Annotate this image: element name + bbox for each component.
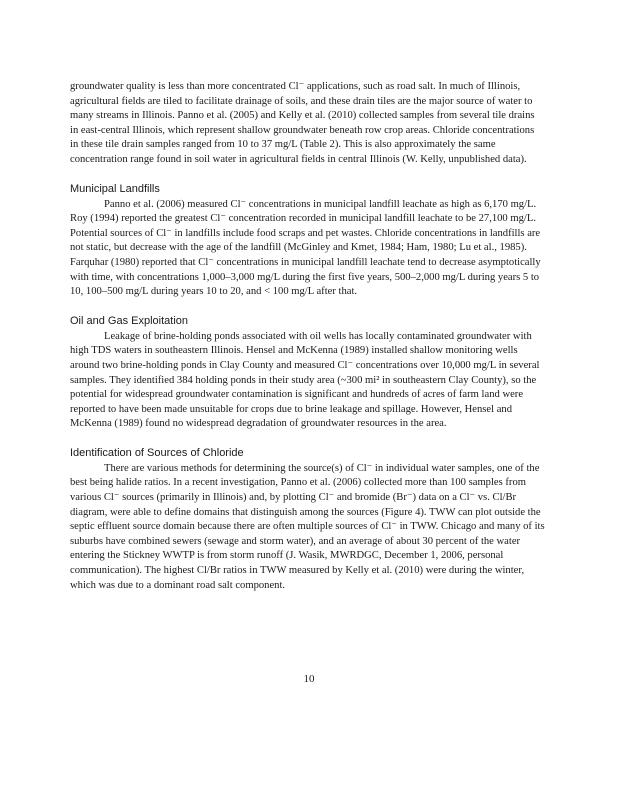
document-page (70, 80, 545, 593)
paragraph-chloride-sources: There are various methods for determining the source(s) of Cl⁻ in individual water samples, one of the best being halide ratios. In a recent investigation, Panno et al. (2006) collected more than 100 samples from various Cl⁻ sources (primarily in Illinois) and, by plotting Cl⁻ and bromide (Br⁻) data on a Cl⁻ vs. Cl/Br diagram, were able to define domains that distinguish among the sources (Figure 4). TWW can plot outside the septic effluent source domain because there are often multiple sources of Cl⁻ in TWW. Chicago and many of its suburbs have combined sewers (sewage and storm water), and an average of about 30 percent of the water entering the Stickney WWTP is from storm runoff (J. Wasik, MWRDGC, December 1, 2006, personal communication). The highest Cl/Br ratios in TWW measured by Kelly et al. (2010) were during the winter, which was due to a dominant road salt component. (70, 462, 545, 591)
paragraph-oil-gas: Leakage of brine-holding ponds associated with oil wells has locally contaminated groundwater with high TDS waters in southeastern Illinois. Hensel and McKenna (1989) installed shallow monitoring wells around two brine-holding ponds in Clay County and measured Cl⁻ concentrations over 10,000 mg/L in several samples. They identified 384 holding ponds in their study area (~300 mi² in southeastern Clay County), so the potential for widespread groundwater contamination is significant and hundreds of acres of farm land were reported to have been made unsuitable for crops due to brine leakage and spillage. However, Hensel and McKenna (1989) found no widespread degradation of groundwater resources in the area. (70, 330, 540, 430)
section-heading-chloride-sources: Identification of Sources of Chloride (70, 446, 244, 459)
page-number: 10 (303, 673, 315, 685)
intro-paragraph: groundwater quality is less than more concentrated Cl⁻ applications, such as road salt. In much of Illinois, agricultural fields are tiled to facilitate drainage of soils, and these drain tiles are the major source of water to many streams in Illinois. Panno et al. (2005) and Kelly et al. (2010) collected samples from several tile drains in east-central Illinois, which represent shallow groundwater beneath row crop areas. Chloride concentrations in these tile drain samples ranged from 10 to 37 mg/L (Table 2). This is also approximately the same concentration range found in soil water in agricultural fields in central Illinois (W. Kelly, unpublished data). (70, 81, 535, 165)
section-heading-oil-gas: Oil and Gas Exploitation (70, 314, 189, 327)
section-heading-municipal-landfills: Municipal Landfills (70, 182, 160, 195)
paragraph-municipal-landfills: Panno et al. (2006) measured Cl⁻ concentrations in municipal landfill leachate as high as 6,170 mg/L. Roy (1994) reported the greatest Cl⁻ concentration recorded in municipal landfill leachate to be 27,100 mg/L. Potential sources of Cl⁻ in landfills include food scraps and pet wastes. Chloride concentrations in landfills are not static, but decrease with the age of the landfill (McGinley and Kmet, 1984; Ham, 1980; Lu et al., 1985). Farquhar (1980) reported that Cl⁻ concentrations in municipal landfill leachate tend to decrease asymptotically with time, with concentrations 1,000–3,000 mg/L during the first five years, 500–2,000 mg/L during years 5 to 10, 100–500 mg/L during years 10 to 20, and < 100 mg/L after that. (70, 198, 541, 298)
